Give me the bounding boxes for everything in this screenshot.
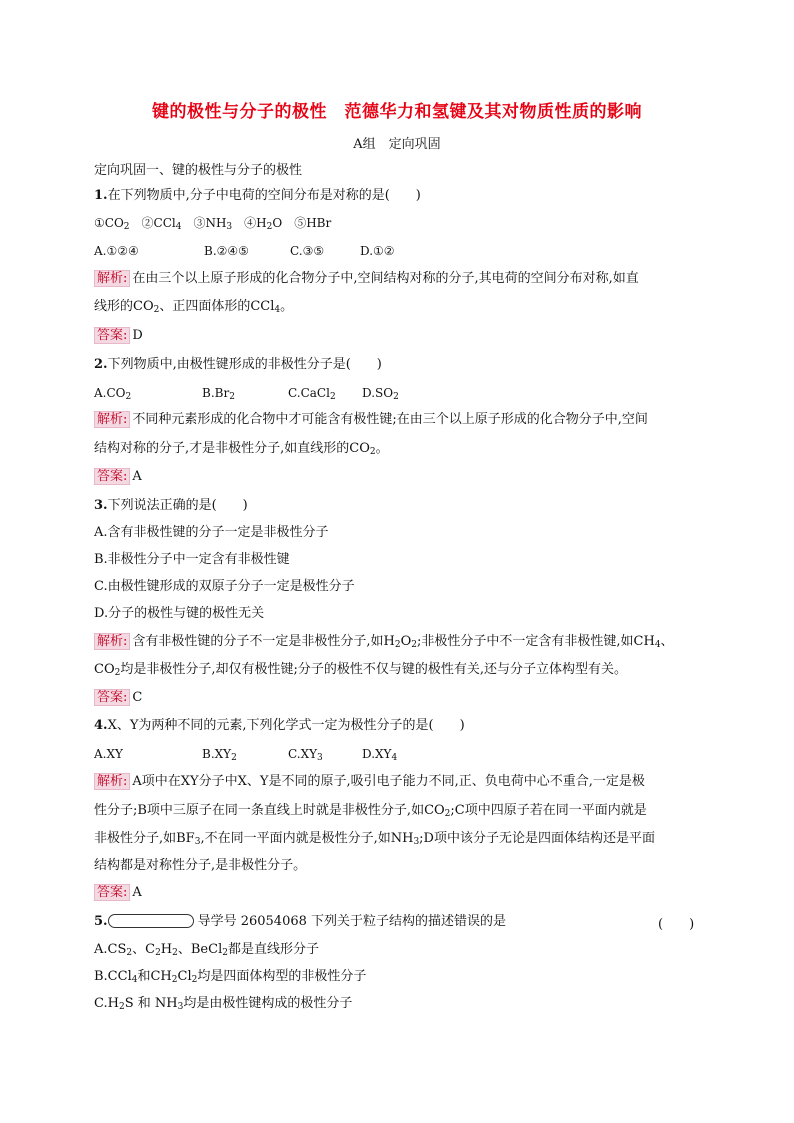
question-4-stem: 4.X、Y为两种不同的元素,下列化学式一定为极性分子的是( ) (94, 718, 465, 733)
question-1-analysis: 解析: 在由三个以上原子形成的化合物分子中,空间结构对称的分子,其电荷的空间分布对称,如直 (94, 270, 639, 288)
analysis-label: 解析: (94, 270, 130, 287)
guide-number-badge (108, 914, 194, 928)
question-4-analysis-line2: 性分子;B项中三原子在同一条直线上时就是非极性分子,如$CO_2;C$项中四原子若在同一平面内就是 (94, 803, 647, 819)
question-5-stem: 5. 导学号 26054068 下列关于粒子结构的描述错误的是 (94, 914, 507, 929)
question-4-analysis: 解析: A项中在XY分子中X、Y是不同的原子,吸引电子能力不同,正、负电荷中心不重合,一定是极 (94, 773, 645, 791)
question-5-option-c: $C.H_2S$ 和 $NH_3$均是由极性键构成的极性分子 (94, 996, 353, 1012)
question-1-items: $①CO_2$ ②CCl$_4$ $③NH_3$ $④H_2O$ ⑤HBr (94, 216, 332, 232)
group-heading: A组 定向巩固 (353, 137, 441, 152)
page-title: 键的极性与分子的极性 范德华力和氢键及其对物质性质的影响 (152, 102, 642, 122)
question-1-answer: 答案: D (94, 327, 143, 345)
question-4-answer: 答案: A (94, 884, 142, 902)
question-1-stem: 1.在下列物质中,分子中电荷的空间分布是对称的是( ) (94, 188, 421, 203)
question-3-option-b: B.非极性分子中一定含有非极性键 (94, 552, 290, 567)
question-2-analysis-line2: 结构对称的分子,才是非极性分子,如直线形的$CO_2$。 (94, 441, 389, 457)
question-2-answer: 答案: A (94, 468, 142, 486)
question-3-analysis-line2: $CO_2$均是非极性分子,却仅有极性键;分子的极性不仅与键的极性有关,还与分子立体构型有关。 (94, 662, 627, 678)
question-4-options: A.XY $B.XY_2$ $C.XY_3$ $D.XY_4$ (94, 747, 398, 763)
answer-label: 答案: (94, 327, 130, 344)
question-2-stem: 2.下列物质中,由极性键形成的非极性分子是( ) (94, 357, 382, 372)
question-4-analysis-line4: 结构都是对称性分子,是非极性分子。 (94, 858, 307, 873)
question-3-option-a: A.含有非极性键的分子一定是非极性分子 (94, 525, 329, 540)
question-1-analysis-line2: 线形的$CO_2$、正四面体形的CCl$_4$。 (94, 299, 294, 315)
question-3-option-d: D.分子的极性与键的极性无关 (94, 606, 265, 621)
question-3-analysis: 解析: 含有非极性键的分子不一定是非极性分子,如$H_2O_2$;非极性分子中不一定含有非极性键,如$CH_4$、 (94, 633, 674, 651)
question-1-options: A.①②④ B.②④⑤ C.③⑤ D.①② (94, 244, 395, 258)
question-2-options: $A.CO_2$ $B.Br_2$ C.CaCl$_2$ $D.SO_2$ (94, 386, 399, 402)
question-3-answer: 答案: C (94, 689, 142, 707)
section-heading: 定向巩固一、键的极性与分子的极性 (94, 163, 303, 178)
question-3-option-c: C.由极性键形成的双原子分子一定是极性分子 (94, 579, 355, 594)
question-4-analysis-line3: 非极性分子,如$BF_3$,不在同一平面内就是极性分子,如$NH_3;D$项中该分子无论是四面体结构还是平面 (94, 831, 655, 847)
question-2-analysis: 解析: 不同种元素形成的化合物中才可能含有极性键;在由三个以上原子形成的化合物分子中,空间 (94, 411, 648, 429)
question-3-stem: 3.下列说法正确的是( ) (94, 498, 248, 513)
question-5-option-a: $A.CS_2$、$C_2H_2$、BeCl$_2$都是直线形分子 (94, 942, 319, 958)
question-5-option-b: B.CCl$_4$和$CH_2Cl_2$均是四面体构型的非极性分子 (94, 969, 367, 985)
question-5-answer-blank: ( ) (658, 917, 695, 932)
